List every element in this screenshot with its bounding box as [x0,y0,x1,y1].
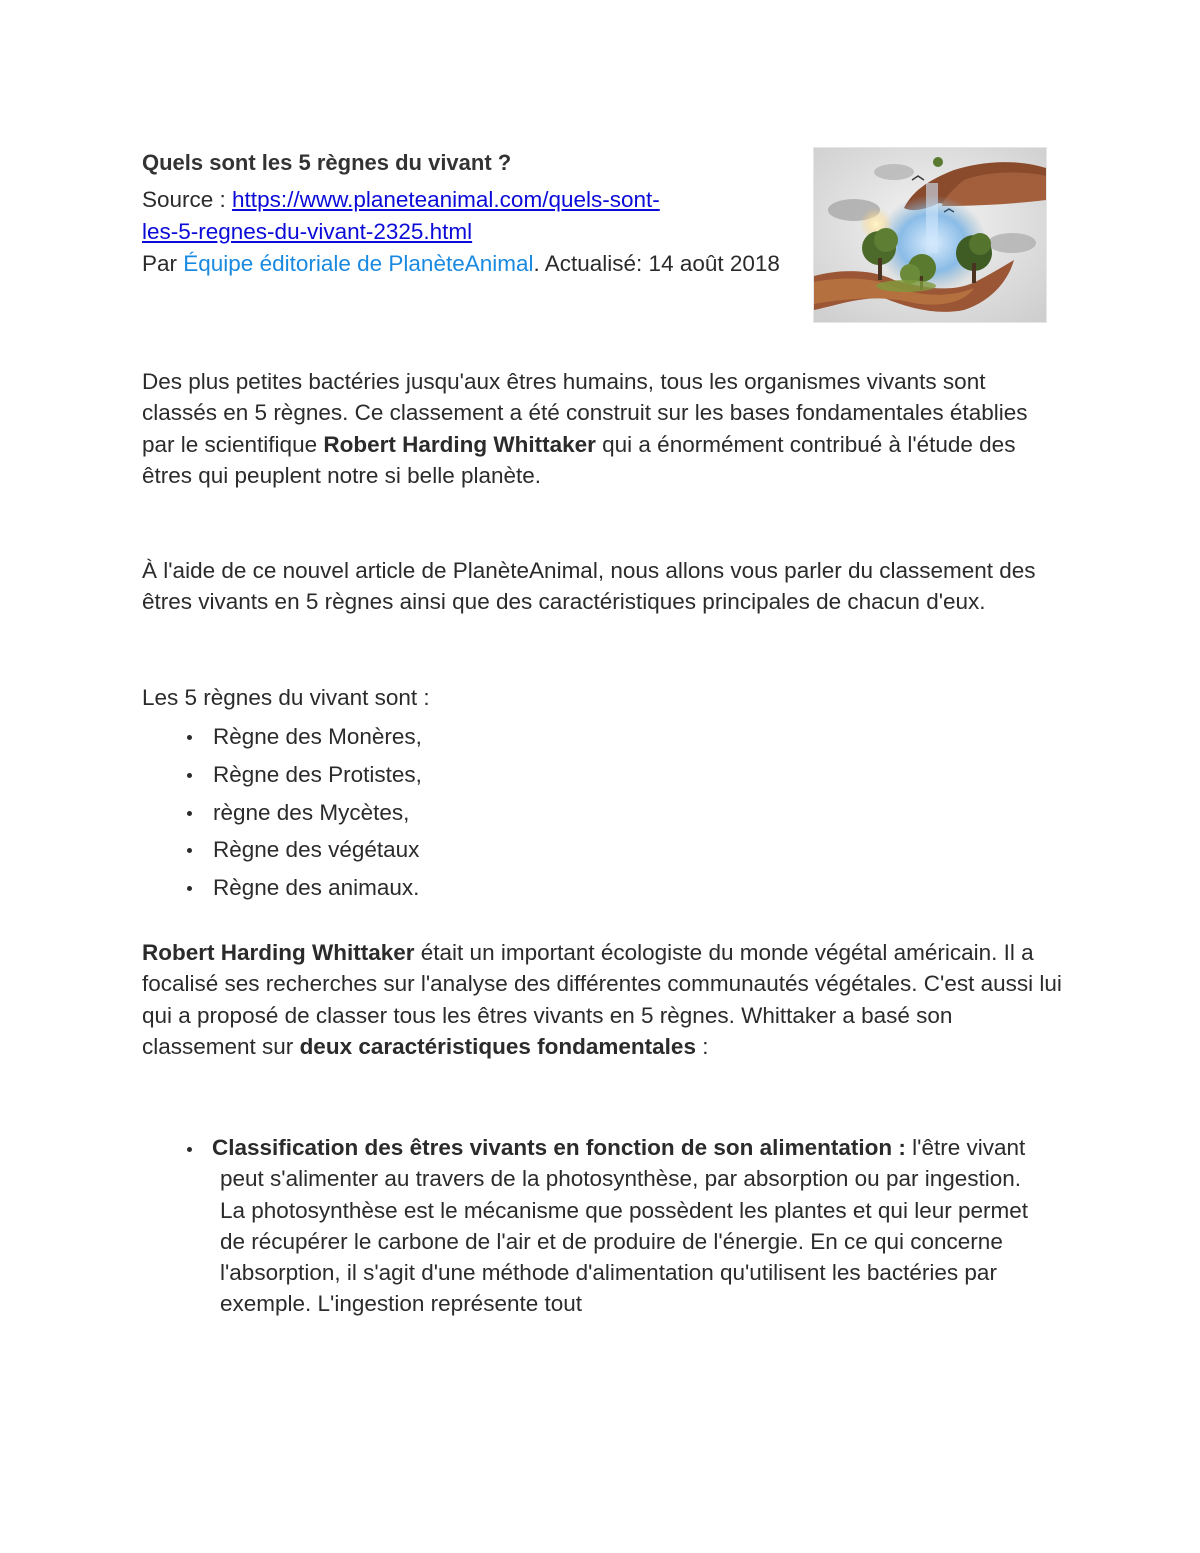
criterion-text: l'être vivant peut s'alimenter au travers de la photosynthèse, par absorption ou par ingestion. La photosynthèse est le mécanisme que possèdent les plantes et qui leur permet de récupérer le carbone de l'air et de produire de l'énergie. En ce qui concerne l'absorption, il s'agit d'une méthode d'alimentation qu'utilisent les bactéries par exemple. L'ingestion représente tout [220,1135,1028,1317]
author-link[interactable]: Équipe éditoriale de PlanèteAnimal [183,251,534,276]
list-item: Règne des animaux. [142,869,422,907]
scientist-name: Robert Harding Whittaker [142,940,415,965]
list-item: Règne des Protistes, [142,756,422,794]
source-link[interactable]: https://www.planeteanimal.com/quels-sont- les-5-regnes-du-vivant-2325.html [142,187,660,244]
criterion-title: Classification des êtres vivants en fonction de son alimentation : [212,1135,906,1160]
kingdoms-heading: Les 5 règnes du vivant sont : [142,685,430,710]
list-item [142,1132,1042,1320]
list-item: règne des Mycètes, [142,794,422,832]
hands-earth-illustration-icon [814,148,1046,322]
article-image [813,147,1047,323]
kingdoms-list [142,718,422,907]
article-intro-paragraph: À l'aide de ce nouvel article de PlanèteAnimal, nous allons vous parler du classement des êtres vivants en 5 règnes ainsi que des caractéristiques principales de chacun d'eux. [142,558,1036,615]
intro-paragraph: Des plus petites bactéries jusqu'aux êtres humains, tous les organismes vivants sont classés en 5 règnes. Ce classement a été construit sur les bases fondamentales établies par le scientifique Robert Harding Whittaker qui a énormément contribué à l'étude des êtres qui peuplent notre si belle planète. [142,369,1028,488]
updated-date: . Actualisé: 14 août 2018 [533,251,780,276]
criteria-list [142,1132,1042,1320]
scientist-name: Robert Harding Whittaker [323,431,596,457]
article-title: Quels sont les 5 règnes du vivant ? [142,150,512,175]
by-label: Par [142,251,184,276]
list-item: Règne des végétaux [142,831,422,869]
list-item: Règne des Monères, [142,718,422,756]
whittaker-paragraph: Robert Harding Whittaker était un important écologiste du monde végétal américain. Il a focalisé ses recherches sur l'analyse des différentes communautés végétales. C'est aussi lui qui a proposé de classer tous les êtres vivants en 5 règnes. Whittaker a basé son classement sur deux caractéristiques fondamentales : [142,940,1062,1059]
article-meta [142,184,792,280]
source-label: Source : [142,187,233,212]
key-phrase: deux caractéristiques fondamentales [299,1033,696,1059]
